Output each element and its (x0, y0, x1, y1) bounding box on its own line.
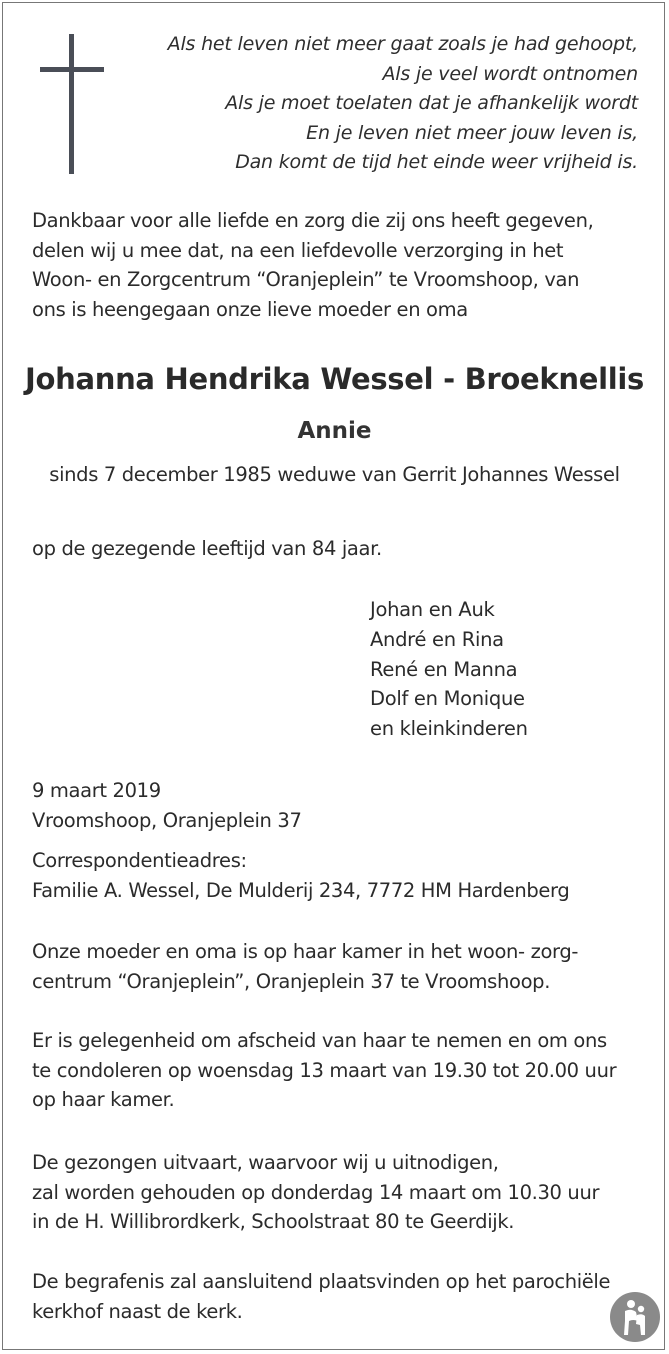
burial-info (32, 1267, 610, 1326)
condolence-line: te condoleren op woensdag 13 maart van 19.30 tot 20.00 uur (32, 1058, 617, 1082)
intro-line: Woon- en Zorgcentrum “Oranjeplein” te Vroomshoop, van (32, 268, 580, 292)
condolence-info (32, 1026, 616, 1115)
family-member: en kleinkinderen (370, 717, 528, 741)
correspondence-value: Familie A. Wessel, De Mulderij 234, 7772 HM Hardenberg (32, 878, 570, 902)
family-list (370, 595, 528, 744)
poem-line: Als je moet toelaten dat je afhankelijk wordt (225, 92, 638, 114)
condolence-line: op haar kamer. (32, 1088, 175, 1112)
lying-in-state (32, 937, 578, 996)
condolence-line: Er is gelegenheid om afscheid van haar te nemen en om ons (32, 1029, 607, 1052)
intro-line: delen wij u mee dat, na een liefdevolle verzorging in het (32, 238, 564, 262)
poem-line: Als je veel wordt ontnomen (382, 62, 638, 85)
lying-in-state-line: centrum “Oranjeplein”, Oranjeplein 37 te Vroomshoop. (32, 969, 551, 993)
family-member: René en Manna (370, 657, 518, 681)
family-member: Dolf en Monique (370, 687, 525, 711)
correspondence-label: Correspondentieadres: (32, 849, 247, 872)
intro-paragraph (32, 206, 593, 324)
poem-line: En je leven niet meer jouw leven is, (306, 121, 638, 144)
correspondence-address (32, 846, 569, 905)
date-place (32, 776, 302, 835)
poem (138, 30, 638, 178)
family-member: Johan en Auk (370, 598, 495, 621)
intro-line: ons is heengegaan onze lieve moeder en oma (32, 297, 468, 321)
intro-line: Dankbaar voor alle liefde en zorg die zij ons heeft gegeven, (32, 209, 594, 232)
funeral-info (32, 1148, 599, 1237)
age-line (32, 534, 382, 564)
memorial-logo-icon (609, 1291, 661, 1343)
burial-line: kerkhof naast de kerk. (32, 1299, 243, 1323)
burial-line: De begrafenis zal aansluitend plaatsvinden op het parochiële (32, 1270, 611, 1293)
family-member: André en Rina (370, 627, 504, 651)
deceased-nickname: Annie (297, 418, 372, 444)
lying-in-state-line: Onze moeder en oma is op haar kamer in het woon- zorg- (32, 940, 579, 963)
deceased-name: Johanna Hendrika Wessel - Broeknellis (25, 362, 644, 396)
funeral-line: De gezongen uitvaart, waarvoor wij u uitnodigen, (32, 1151, 499, 1174)
place: Vroomshoop, Oranjeplein 37 (32, 808, 302, 832)
poem-line: Dan komt de tijd het einde weer vrijheid is. (235, 151, 638, 173)
age-text: op de gezegende leeftijd van 84 jaar. (32, 537, 382, 560)
widow-line: sinds 7 december 1985 weduwe van Gerrit Johannes Wessel (49, 463, 620, 486)
date: 9 maart 2019 (32, 779, 161, 802)
funeral-line: zal worden gehouden op donderdag 14 maart om 10.30 uur (32, 1180, 600, 1204)
funeral-line: in de H. Willibrordkerk, Schoolstraat 80 te Geerdijk. (32, 1210, 515, 1234)
poem-line: Als het leven niet meer gaat zoals je had gehoopt, (167, 33, 638, 55)
